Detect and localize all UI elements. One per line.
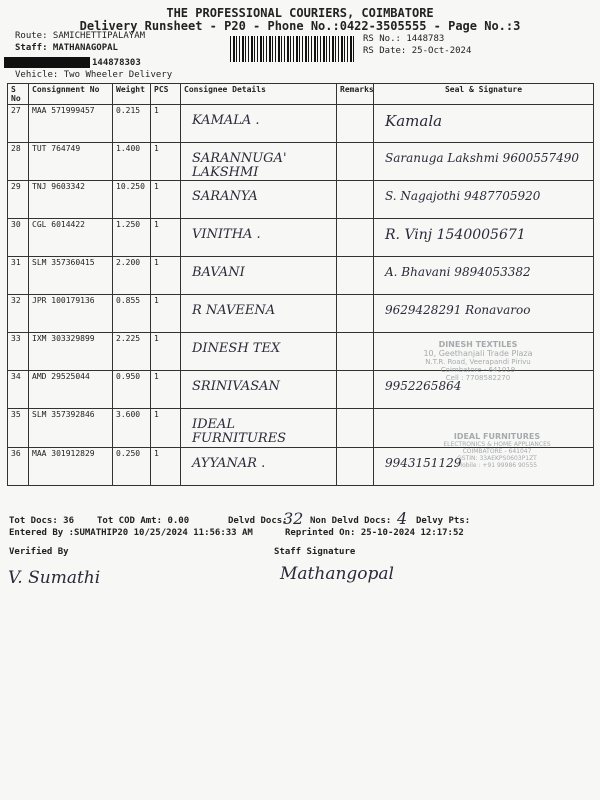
row-pcs-text: 1: [154, 410, 159, 420]
row-seal-signature-text: A. Bhavani 9894053382: [385, 265, 531, 280]
col-sno: S No: [8, 84, 29, 105]
row-consignment-no-text: MAA 301912829: [32, 448, 95, 458]
row-pcs: [151, 447, 181, 485]
row-consignee: [181, 105, 337, 143]
row-consignment-no: [29, 219, 113, 257]
row-consignee-text: R NAVEENA: [192, 303, 276, 319]
row-sno-text: 33: [11, 334, 21, 344]
col-consignment: Consignment No: [29, 84, 113, 105]
col-consignee: Consignee Details: [181, 84, 337, 105]
stamp-line: DINESH TEXTILES: [438, 340, 518, 349]
row-consignment-no-text: AMD 29525044: [32, 372, 90, 382]
stamp-line: N.T.R. Road, Veerapandi Pirivu: [425, 358, 531, 366]
row-sno-text: 35: [11, 410, 21, 420]
row-consignee: [181, 371, 337, 409]
stamp-line: Coimbatore - 641019: [440, 366, 516, 374]
row-pcs-text: 1: [154, 182, 159, 192]
row-weight: [113, 409, 151, 447]
row-sno: [8, 295, 29, 333]
row-pcs-text: 1: [154, 372, 159, 382]
row-seal-signature: [374, 295, 594, 333]
row-weight-text: 10.250: [116, 182, 145, 192]
vehicle-label: Vehicle: Two Wheeler Delivery: [15, 70, 173, 80]
stamp-line: COIMBATORE - 641047: [462, 448, 532, 455]
row-consignment-no: [29, 105, 113, 143]
row-pcs-text: 1: [154, 220, 159, 230]
row-pcs-text: 1: [154, 334, 159, 344]
row-seal-signature-text: Kamala: [385, 112, 443, 130]
row-consignee: [181, 333, 337, 371]
page-title: THE PROFESSIONAL COURIERS, COIMBATORE: [166, 6, 434, 20]
row-consignee-text: SARANNUGA' LAKSHMI: [192, 151, 287, 180]
row-seal-signature: [374, 219, 594, 257]
row-seal-signature: [374, 143, 594, 181]
col-pcs: PCS: [151, 84, 181, 105]
row-consignee-text: KAMALA .: [192, 113, 260, 128]
row-seal-signature-text: 9952265864: [385, 379, 462, 394]
route-label: Route: SAMICHETTIPALAYAM: [15, 31, 146, 41]
row-sno-text: 28: [11, 144, 21, 153]
col-remarks: Remarks: [337, 84, 374, 105]
row-consignee-text: SARANYA: [192, 189, 258, 205]
row-pcs: [151, 295, 181, 333]
row-remarks: [337, 409, 374, 447]
total-cod-amount: Tot COD Amt: 0.00: [97, 516, 190, 526]
table-row: [8, 143, 594, 181]
row-pcs: [151, 181, 181, 219]
row-weight-text: 0.215: [116, 106, 141, 115]
row-remarks: [337, 447, 374, 485]
row-consignment-no: [29, 143, 113, 181]
col-weight: Weight: [113, 84, 151, 105]
row-consignee-text: SRINIVASAN: [192, 379, 280, 395]
row-seal-signature: [374, 257, 594, 295]
row-remarks: [337, 181, 374, 219]
row-consignment-no-text: SLM 357392846: [32, 410, 95, 420]
table-row: [8, 181, 594, 219]
row-seal-signature-text: 9629428291 Ronavaroo: [385, 303, 531, 318]
row-weight: [113, 371, 151, 409]
row-weight-text: 3.600: [116, 410, 141, 420]
row-consignee: [181, 219, 337, 257]
staff-label: Staff: MATHANAGOPAL: [15, 43, 118, 53]
row-consignment-no: [29, 181, 113, 219]
delivered-docs-value: 32: [283, 509, 304, 528]
entered-by: Entered By :SUMATHIP20 10/25/2024 11:56:33 AM: [9, 528, 253, 538]
row-consignment-no-text: CGL 6014422: [32, 220, 85, 230]
row-sno: [8, 219, 29, 257]
row-pcs: [151, 105, 181, 143]
row-remarks: [337, 295, 374, 333]
row-pcs: [151, 219, 181, 257]
runsheet-subtitle: Delivery Runsheet - P20 - Phone No.:0422-3505555 - Page No.:3: [79, 19, 521, 33]
row-consignment-no-text: TUT 764749: [32, 144, 81, 153]
row-consignment-no: [29, 447, 113, 485]
row-consignment-no-text: IXM 303329899: [32, 334, 95, 344]
row-sno: [8, 371, 29, 409]
row-remarks: [337, 143, 374, 181]
row-consignment-no: [29, 409, 113, 447]
staff-signature: Mathangopal: [280, 564, 394, 584]
row-weight: [113, 257, 151, 295]
row-sno: [8, 105, 29, 143]
row-consignee-text: IDEAL FURNITURES: [192, 417, 287, 446]
row-weight-text: 0.950: [116, 372, 141, 382]
row-pcs-text: 1: [154, 258, 159, 268]
verified-by-label: Verified By: [9, 547, 69, 557]
row-remarks: [337, 333, 374, 371]
row-consignee: [181, 295, 337, 333]
table-row: [8, 295, 594, 333]
row-weight-text: 2.225: [116, 334, 141, 344]
row-sno-text: 34: [11, 372, 21, 382]
row-weight: [113, 447, 151, 485]
row-weight: [113, 295, 151, 333]
row-remarks: [337, 257, 374, 295]
stamp-line: Cell : 7708582270: [445, 374, 511, 382]
reprinted-on: Reprinted On: 25-10-2024 12:17:52: [285, 528, 464, 538]
runsheet-table: [7, 83, 594, 486]
row-pcs-text: 1: [154, 296, 159, 306]
non-delivered-docs-label: Non Delvd Docs:: [310, 516, 392, 526]
row-sno-text: 36: [11, 448, 21, 458]
stamp-line: ELECTRONICS & HOME APPLIANCES: [443, 441, 551, 448]
stamp-line: Mobile : +91 99986 90555: [456, 462, 538, 469]
row-weight-text: 2.200: [116, 258, 141, 268]
table-row: [8, 257, 594, 295]
row-seal-signature-text: 9943151129: [385, 455, 462, 470]
table-row: [8, 105, 594, 143]
row-consignee: [181, 409, 337, 447]
ideal-furnitures-stamp: [412, 432, 582, 469]
row-consignment-no: [29, 257, 113, 295]
row-sno: [8, 257, 29, 295]
row-seal-signature: [374, 105, 594, 143]
dinesh-textiles-stamp: [388, 340, 568, 382]
row-weight: [113, 143, 151, 181]
row-sno-text: 32: [11, 296, 21, 306]
row-consignee: [181, 143, 337, 181]
row-consignee-text: DINESH TEX: [192, 341, 281, 357]
row-weight-text: 0.855: [116, 296, 141, 306]
row-sno-text: 31: [11, 258, 21, 268]
row-consignment-no-text: SLM 357360415: [32, 258, 95, 268]
row-sno: [8, 181, 29, 219]
row-consignment-no-text: MAA 571999457: [32, 106, 95, 115]
row-weight: [113, 219, 151, 257]
row-remarks: [337, 219, 374, 257]
row-consignee: [181, 257, 337, 295]
row-sno-text: 27: [11, 106, 21, 115]
row-remarks: [337, 371, 374, 409]
row-consignment-no: [29, 371, 113, 409]
row-weight-text: 1.400: [116, 144, 141, 153]
row-consignment-no: [29, 333, 113, 371]
row-pcs: [151, 371, 181, 409]
row-weight: [113, 333, 151, 371]
row-pcs-text: 1: [154, 144, 159, 153]
reference-number: 144878303: [92, 58, 141, 68]
row-sno: [8, 143, 29, 181]
rs-no-label: RS No.: 1448783: [363, 34, 445, 44]
row-consignee: [181, 447, 337, 485]
stamp-line: IDEAL FURNITURES: [453, 432, 541, 441]
row-consignment-no-text: TNJ 9603342: [32, 182, 85, 192]
row-consignee-text: BAVANI: [192, 265, 245, 281]
delivery-points-label: Delvy Pts:: [416, 516, 471, 526]
row-pcs: [151, 333, 181, 371]
row-consignment-no: [29, 295, 113, 333]
row-sno: [8, 409, 29, 447]
row-consignee-text: VINITHA .: [192, 227, 261, 243]
row-consignment-no-text: JPR 100179136: [32, 296, 95, 306]
row-seal-signature-text: Saranuga Lakshmi 9600557490: [385, 151, 580, 165]
row-consignee: [181, 181, 337, 219]
row-seal-signature-text: R. Vinj 1540005671: [385, 227, 526, 244]
redaction-bar: [4, 57, 90, 68]
row-seal-signature-text: S. Nagajothi 9487705920: [385, 189, 541, 204]
delivered-docs-label: Delvd Docs:: [228, 516, 288, 526]
col-seal: Seal & Signature: [374, 84, 594, 105]
verified-signature: V. Sumathi: [8, 568, 101, 588]
table-header-row: [8, 84, 594, 105]
row-pcs: [151, 143, 181, 181]
row-remarks: [337, 105, 374, 143]
row-sno: [8, 447, 29, 485]
row-weight: [113, 105, 151, 143]
stamp-line: GSTIN: 33AEKPS0603P1ZT: [457, 455, 537, 462]
row-weight-text: 0.250: [116, 448, 141, 458]
row-pcs-text: 1: [154, 448, 159, 458]
row-pcs-text: 1: [154, 106, 159, 115]
row-sno-text: 30: [11, 220, 21, 230]
row-sno: [8, 333, 29, 371]
total-docs: Tot Docs: 36: [9, 516, 75, 526]
row-pcs: [151, 409, 181, 447]
row-weight: [113, 181, 151, 219]
table-row: [8, 219, 594, 257]
barcode: [230, 36, 355, 62]
rs-date-label: RS Date: 25-Oct-2024: [363, 46, 472, 56]
row-weight-text: 1.250: [116, 220, 141, 230]
row-consignee-text: AYYANAR .: [192, 455, 266, 471]
stamp-line: 10, Geethanjali Trade Plaza: [423, 349, 533, 358]
row-pcs: [151, 257, 181, 295]
non-delivered-docs-value: 4: [397, 509, 408, 528]
staff-signature-label: Staff Signature: [274, 547, 356, 557]
row-seal-signature: [374, 181, 594, 219]
row-sno-text: 29: [11, 182, 21, 192]
